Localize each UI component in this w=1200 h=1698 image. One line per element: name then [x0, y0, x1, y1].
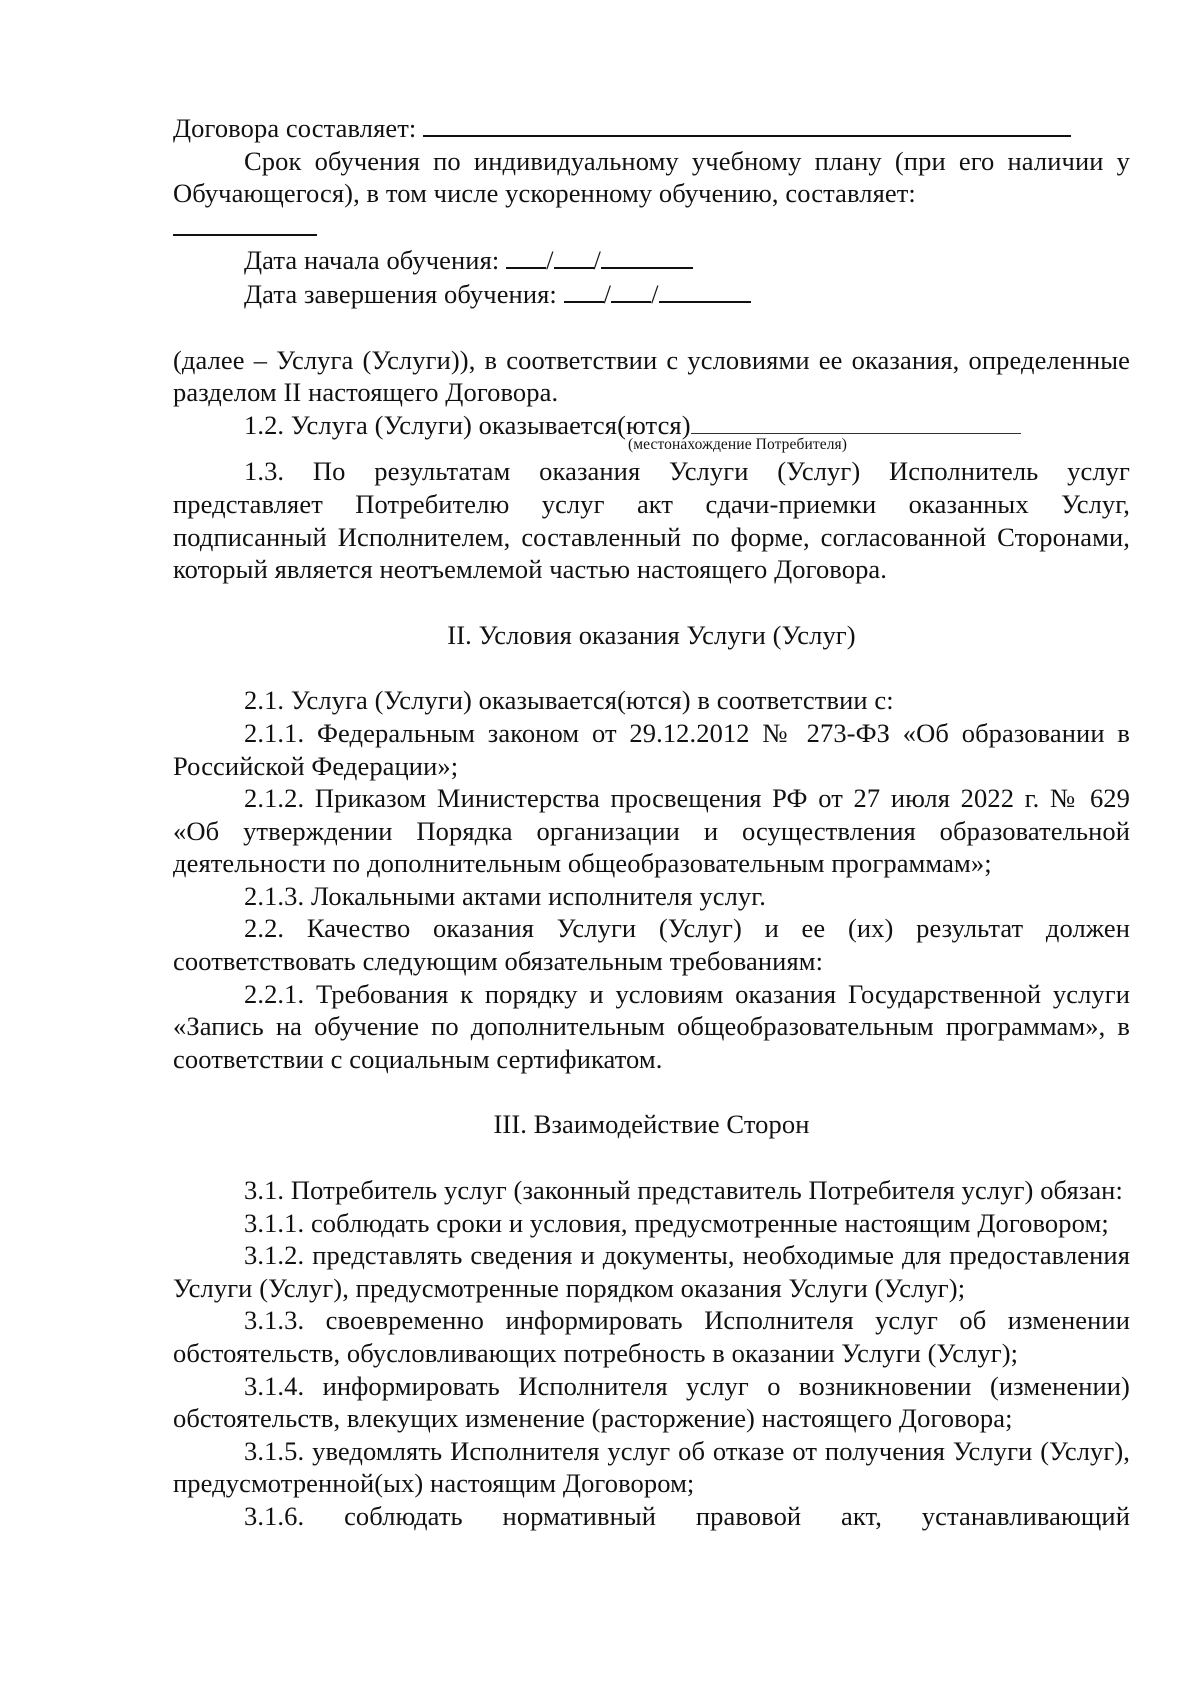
clause-1-3: 1.3. По результатам оказания Услуги (Услуг) Исполнитель услуг представляет Потребителю услуг акт сдачи-приемки оказанных Услуг, подписанный Исполнителем, составленный по форме, согласованной Сторонами, который является неотъемлемой частью настоящего Договора.	[173, 456, 1130, 585]
end-date-month-blank[interactable]	[611, 277, 651, 303]
spacer	[173, 586, 1130, 619]
contract-amount-blank[interactable]	[423, 111, 1071, 137]
services-paragraph: (далее – Услуга (Услуги)), в соответствии с условиями ее оказания, определенные разделом II настоящего Договора.	[173, 344, 1130, 408]
term-paragraph: Срок обучения по индивидуальному учебному плану (при его наличии у Обучающегося), в том числе ускоренному обучению, составляет:	[173, 145, 1130, 209]
clause-2-1-3: 2.1.3. Локальными актами исполнителя услуг.	[244, 880, 766, 911]
clause-3-1-4: 3.1.4. информировать Исполнителя услуг о возникновении (изменении) обстоятельств, влекущих изменение (расторжение) настоящего Договора;	[173, 1370, 1130, 1434]
clause-3-1-3: 3.1.3. своевременно информировать Исполнителя услуг об изменении обстоятельств, обусловливающих потребность в оказании Услуги (Услуг);	[173, 1305, 1130, 1368]
spacer	[173, 311, 1130, 344]
end-date-day-blank[interactable]	[564, 277, 604, 303]
location-blank[interactable]	[691, 409, 1021, 434]
spacer	[173, 651, 1130, 684]
end-date-slash-2: /	[651, 278, 659, 309]
section-3-heading: III. Взаимодействие Сторон	[493, 1109, 810, 1140]
end-date-line	[173, 277, 1130, 311]
clause-3-1: 3.1. Потребитель услуг (законный представитель Потребителя услуг) обязан:	[244, 1175, 1123, 1206]
end-date-label: Дата завершения обучения:	[244, 278, 557, 309]
end-date-slash-1: /	[603, 278, 612, 309]
contract-amount-line	[173, 111, 1130, 145]
clause-2-2-1: 2.2.1. Требования к порядку и условиям оказания Государственной услуги «Запись на обучение по дополнительным общеобразовательным программам», в соответствии с социальным сертификатом.	[173, 978, 1130, 1074]
clause-3-1-6: 3.1.6. соблюдать нормативный правовой акт, устанавливающий	[244, 1500, 1130, 1531]
clause-3-1-5: 3.1.5. уведомлять Исполнителя услуг об отказе от получения Услуги (Услуг), предусмотренной(ых) настоящим Договором;	[173, 1435, 1130, 1499]
clause-2-1-2: 2.1.2. Приказом Министерства просвещения РФ от 27 июля 2022 г. № 629 «Об утверждении Порядка организации и осуществления образовательной деятельности по дополнительным общеобразовательным программам»;	[173, 783, 1130, 879]
start-date-day-blank[interactable]	[506, 243, 546, 269]
location-caption: (местонахождение Потребителя)	[628, 436, 848, 454]
spacer	[173, 1075, 1130, 1108]
term-blank[interactable]	[173, 210, 317, 236]
spacer	[173, 1141, 1130, 1174]
contract-amount-label: Договора составляет:	[173, 113, 417, 143]
start-date-line	[173, 243, 1130, 277]
start-date-month-blank[interactable]	[554, 243, 594, 269]
clause-2-2: 2.2. Качество оказания Услуги (Услуг) и ее (их) результат должен соответствовать следующим обязательным требованиям:	[173, 913, 1130, 977]
clause-3-1-1: 3.1.1. соблюдать сроки и условия, предусмотренные настоящим Договором;	[244, 1207, 1109, 1238]
clause-2-1-1: 2.1.1. Федеральным законом от 29.12.2012 № 273-ФЗ «Об образовании в Российской Федерации»;	[173, 717, 1130, 781]
start-date-slash-2: /	[593, 245, 602, 276]
clause-1-2-text: 1.2. Услуга (Услуги) оказывается(ются)	[244, 409, 691, 440]
start-date-year-blank[interactable]	[601, 243, 693, 269]
end-date-year-blank[interactable]	[659, 277, 751, 303]
start-date-label: Дата начала обучения:	[244, 245, 500, 276]
clause-3-1-2: 3.1.2. представлять сведения и документы, необходимые для предоставления Услуги (Услуг), предусмотренные порядком оказания Услуги (Услуг);	[173, 1240, 1130, 1303]
section-2-heading: II. Условия оказания Услуги (Услуг)	[447, 619, 856, 650]
start-date-slash-1: /	[546, 245, 554, 276]
term-blank-line	[173, 210, 1130, 244]
clause-2-1: 2.1. Услуга (Услуги) оказывается(ются) в соответствии с:	[244, 685, 894, 716]
